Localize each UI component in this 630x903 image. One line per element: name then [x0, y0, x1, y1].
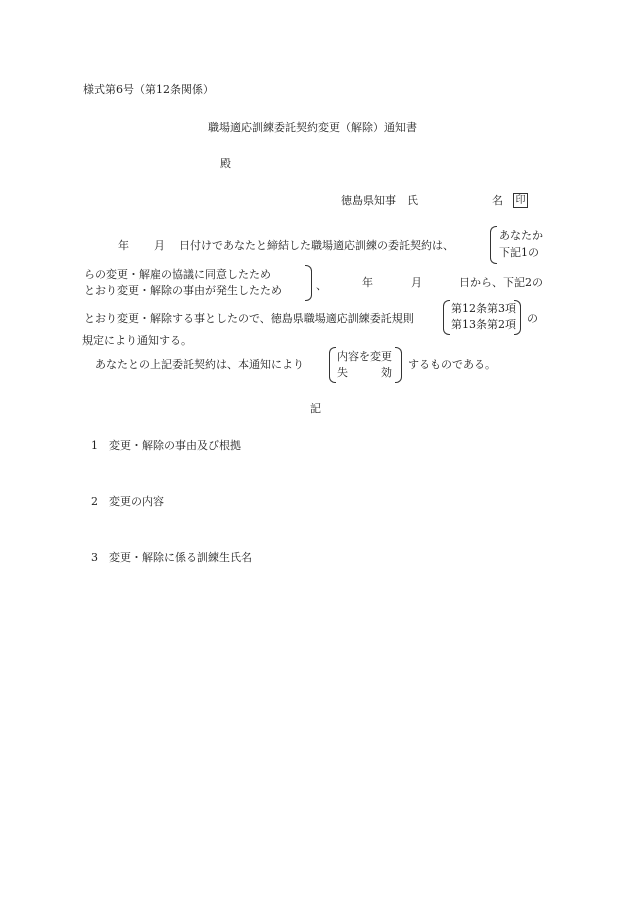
- body-line-5-end: するものである。: [408, 358, 496, 371]
- brace3-option-1: 第12条第3項: [451, 302, 516, 315]
- brace4-option-1: 内容を変更: [337, 350, 392, 363]
- brace4-option-2: 失 効: [337, 366, 392, 379]
- brace-right-3: [514, 300, 521, 335]
- item-2-label: 変更の内容: [109, 495, 164, 508]
- body-line-1: 日付けであなたと締結した職場適応訓練の委託契約は、: [179, 239, 454, 252]
- brace-left-1: [490, 226, 497, 264]
- brace-left-3: [443, 300, 450, 335]
- form-number: 様式第6号（第12条関係）: [83, 83, 214, 96]
- item-3-number: 3: [91, 551, 98, 564]
- ki-heading: 記: [310, 402, 321, 415]
- body-line-2: 日から、下記2の: [459, 276, 543, 289]
- document-title: 職場適応訓練委託契約変更（解除）通知書: [208, 121, 417, 134]
- brace2-option-2: とおり変更・解除の事由が発生したため: [84, 284, 282, 297]
- brace1-option-2: 下記1の: [499, 246, 539, 259]
- month-label-2: 月: [411, 276, 422, 289]
- year-label-2: 年: [362, 276, 373, 289]
- comma: 、: [316, 279, 327, 292]
- body-line-5: あなたとの上記委託契約は、本通知により: [95, 358, 304, 371]
- item-2-number: 2: [91, 495, 98, 508]
- brace-left-4: [329, 347, 336, 383]
- body-line-3: とおり変更・解除する事としたので、徳島県職場適応訓練委託規則: [84, 312, 414, 325]
- seal-mark: 印: [513, 193, 528, 208]
- body-line-4: 規定により通知する。: [82, 334, 192, 347]
- brace2-option-1: らの変更・解雇の協議に同意したため: [84, 268, 271, 281]
- particle-no: の: [527, 312, 538, 325]
- brace3-option-2: 第13条第2項: [451, 318, 516, 331]
- sender-prefix: 徳島県知事 氏: [341, 194, 418, 207]
- brace-right-2: [305, 265, 312, 301]
- brace1-option-1: あなたか: [499, 229, 543, 242]
- item-3-label: 変更・解除に係る訓練生氏名: [109, 551, 252, 564]
- addressee-suffix: 殿: [220, 157, 231, 170]
- item-1-number: 1: [91, 439, 98, 452]
- item-1-label: 変更・解除の事由及び根拠: [109, 439, 241, 452]
- brace-right-4: [395, 347, 402, 383]
- sender-name-label: 名: [492, 194, 503, 207]
- month-label: 月: [154, 239, 165, 252]
- year-label: 年: [118, 239, 129, 252]
